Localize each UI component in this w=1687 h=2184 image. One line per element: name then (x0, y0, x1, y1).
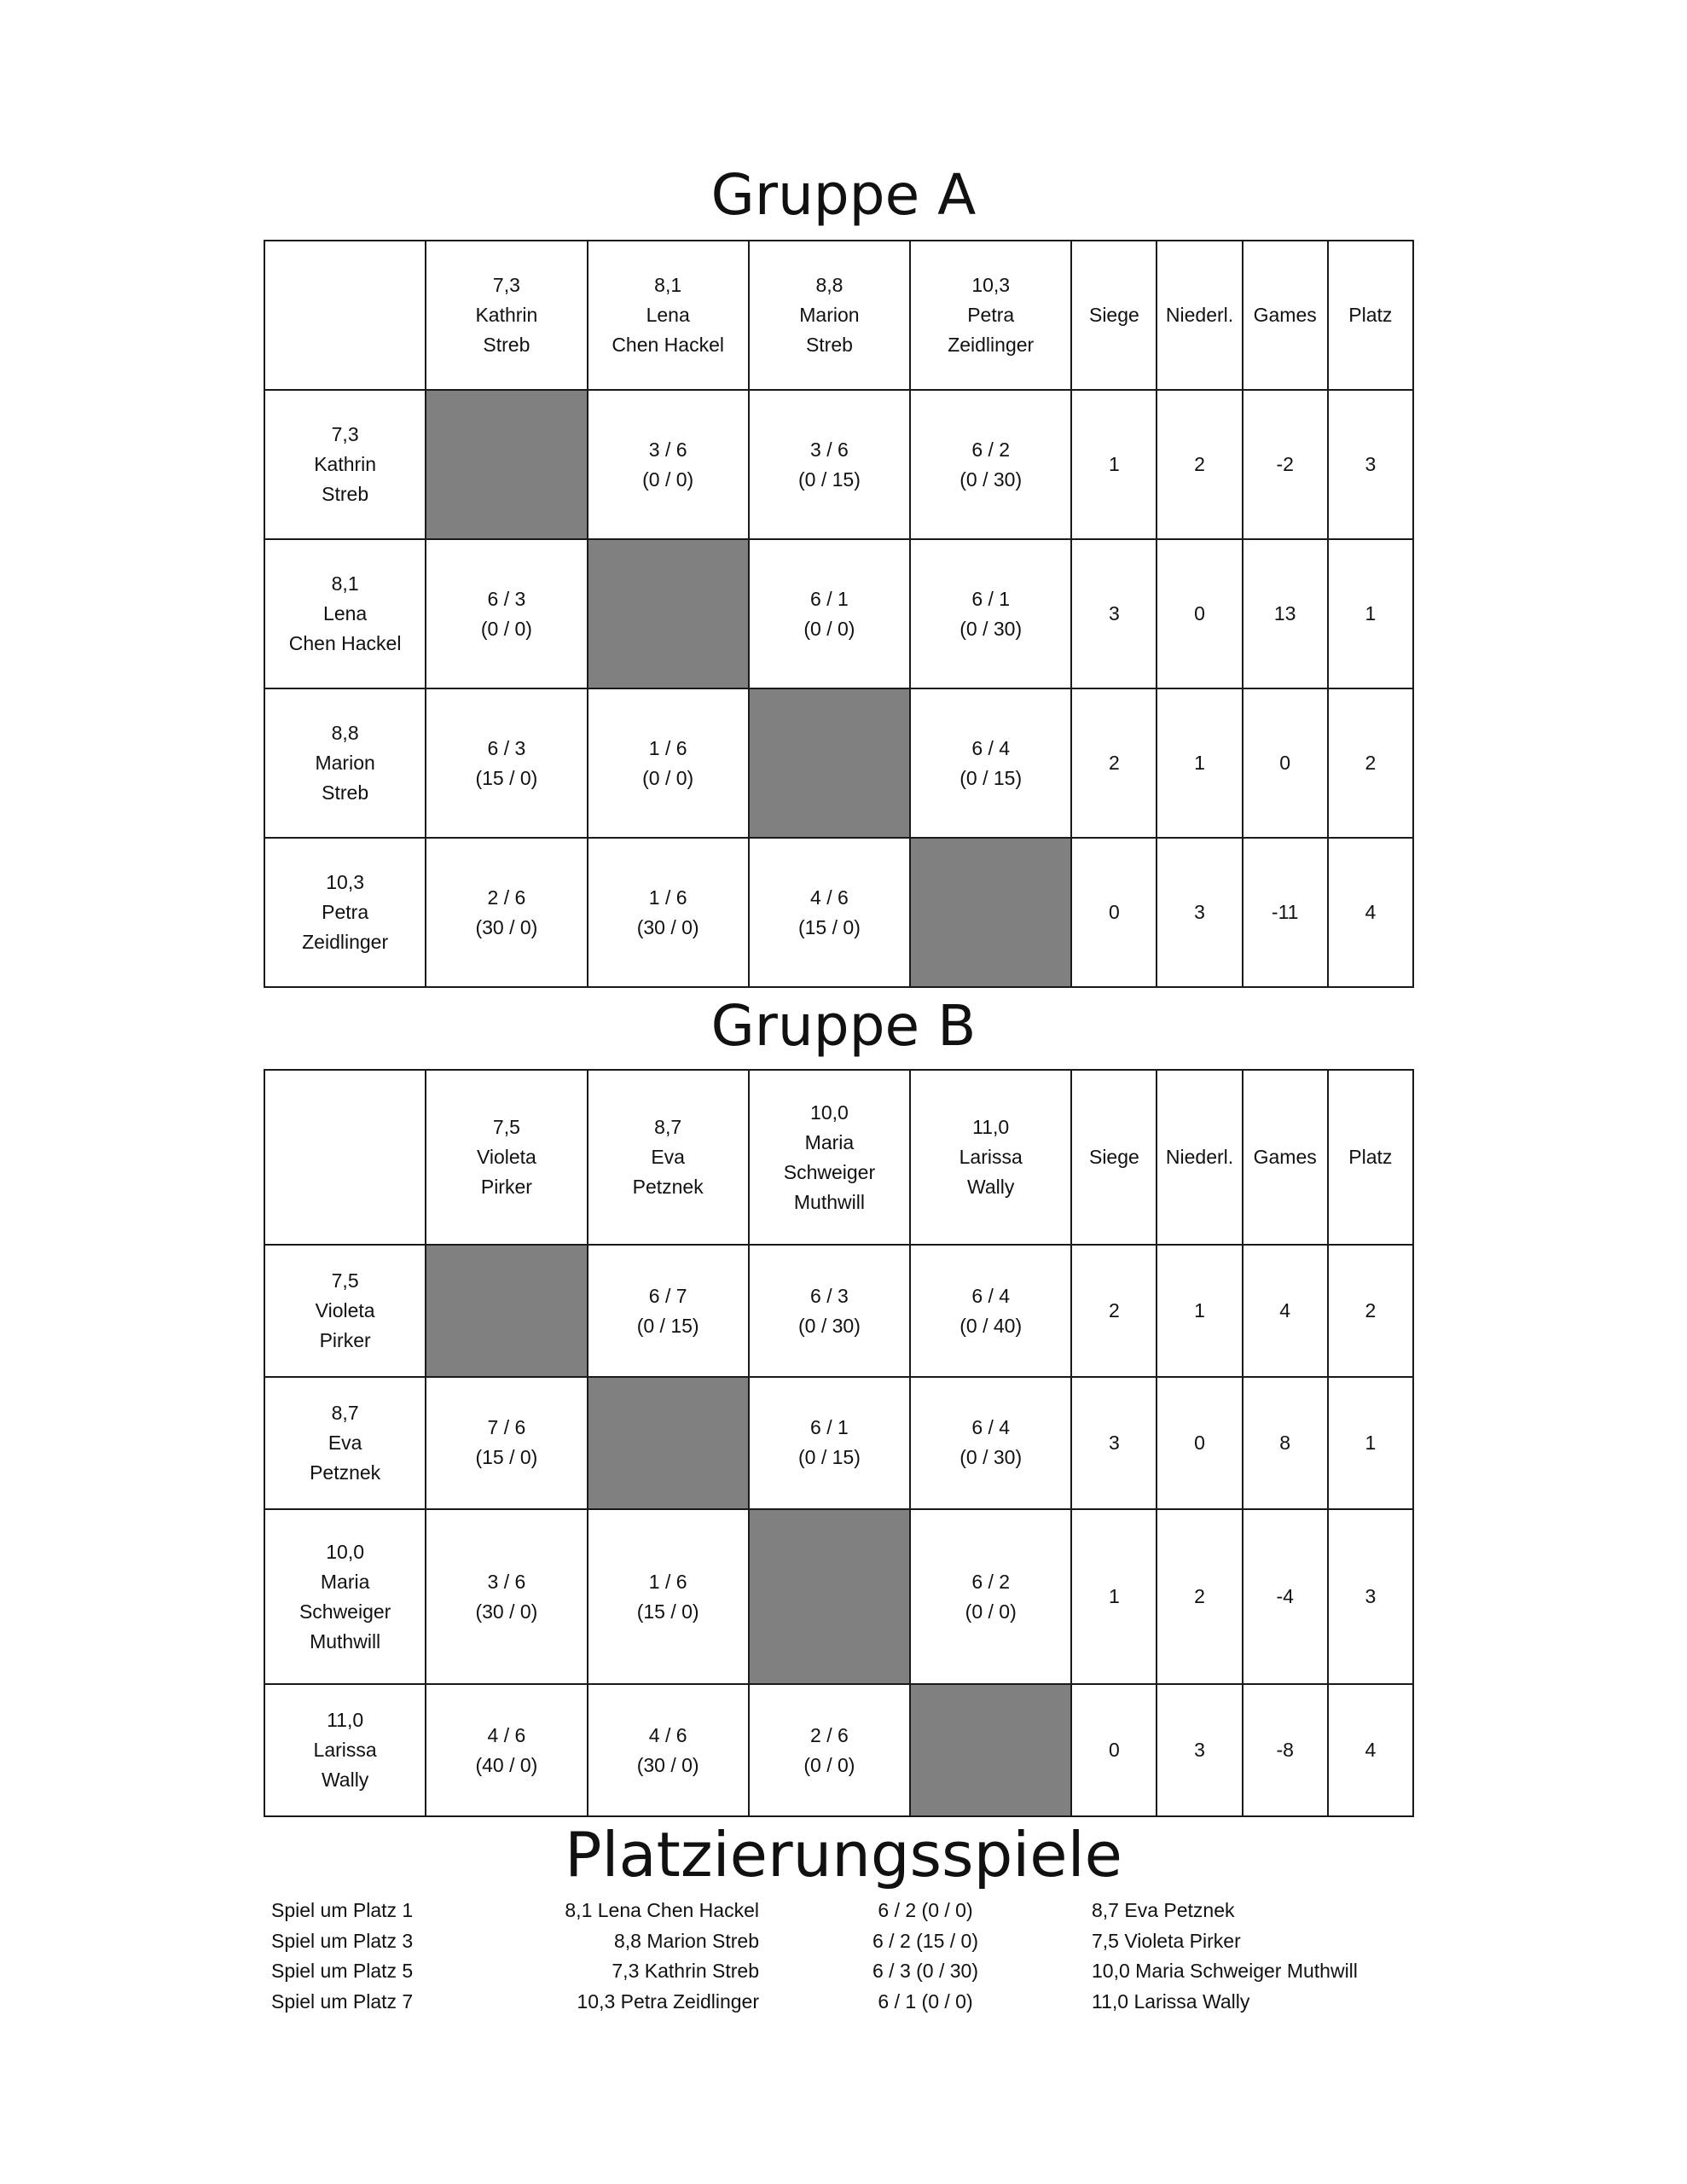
match-result-cell (588, 688, 749, 838)
stat-cell: 4 (1243, 1245, 1328, 1377)
stat-cell: 3 (1071, 1377, 1157, 1509)
self-match-cell (910, 838, 1071, 987)
column-player-header (910, 241, 1071, 390)
match-tiebreak-score: (0 / 15) (959, 766, 1023, 789)
stat-cell: 2 (1328, 688, 1413, 838)
player-name: 8,1 Lena Chen Hackel (612, 274, 724, 356)
column-player-header (588, 241, 749, 390)
match-result-cell (910, 539, 1071, 688)
row-player-header (264, 1377, 426, 1509)
placement-score: 6 / 2 (0 / 0) (878, 1899, 973, 1921)
match-result-cell (749, 1245, 910, 1377)
placement-player1: 10,3 Petra Zeidlinger (577, 1989, 759, 2013)
row-player-header (264, 688, 426, 838)
placement-row (271, 1987, 1448, 2018)
stat-cell: 0 (1071, 838, 1157, 987)
match-score: 6 / 3 (487, 736, 526, 759)
stat-cell: 2 (1157, 390, 1242, 539)
stat-cell: 4 (1328, 838, 1413, 987)
match-tiebreak-score: (30 / 0) (475, 915, 538, 938)
self-match-cell (588, 1377, 749, 1509)
player-name: 8,8 Marion Streb (315, 722, 375, 804)
match-score: 6 / 4 (971, 1416, 1011, 1439)
match-score: 2 / 6 (810, 1723, 849, 1746)
match-tiebreak-score: (0 / 0) (642, 468, 694, 491)
corner-cell (264, 241, 426, 390)
stat-header: Siege (1071, 1070, 1157, 1245)
match-score: 6 / 1 (810, 1416, 849, 1439)
match-result-cell (588, 838, 749, 987)
stat-cell: 2 (1157, 1509, 1242, 1684)
row-player-header (264, 539, 426, 688)
match-result-cell (426, 1684, 587, 1816)
row-player-header (264, 390, 426, 539)
placement-player1: 8,1 Lena Chen Hackel (565, 1899, 759, 1921)
group-a-table (264, 240, 1414, 988)
stat-cell: 0 (1157, 539, 1242, 688)
match-tiebreak-score: (0 / 0) (803, 617, 855, 640)
match-score: 3 / 6 (487, 1570, 526, 1593)
stat-cell: 3 (1071, 539, 1157, 688)
stat-cell: 2 (1071, 1245, 1157, 1377)
self-match-cell (588, 539, 749, 688)
match-score: 4 / 6 (487, 1723, 526, 1746)
header-row (264, 241, 1413, 390)
column-player-header (426, 1070, 587, 1245)
match-tiebreak-score: (0 / 30) (959, 468, 1023, 491)
stat-cell: 8 (1243, 1377, 1328, 1509)
match-score: 4 / 6 (810, 886, 849, 909)
corner-cell (264, 1070, 426, 1245)
match-result-cell (588, 1245, 749, 1377)
match-score: 7 / 6 (487, 1416, 526, 1439)
match-result-cell (910, 390, 1071, 539)
match-result-cell (426, 539, 587, 688)
match-score: 6 / 2 (971, 1570, 1011, 1593)
player-name: 10,0 Maria Schweiger Muthwill (783, 1101, 876, 1213)
stat-cell: 4 (1328, 1684, 1413, 1816)
stat-header: Platz (1328, 241, 1413, 390)
match-tiebreak-score: (0 / 0) (480, 617, 532, 640)
placement-player2: 10,0 Maria Schweiger Muthwill (1092, 1960, 1358, 1982)
group-a-title: Gruppe A (710, 162, 977, 228)
match-score: 6 / 1 (971, 587, 1011, 610)
match-score: 6 / 7 (648, 1284, 687, 1307)
player-row (264, 1684, 1413, 1816)
match-tiebreak-score: (15 / 0) (475, 1446, 538, 1469)
match-tiebreak-score: (0 / 0) (965, 1600, 1017, 1623)
stat-cell: 1 (1157, 1245, 1242, 1377)
row-player-header (264, 1684, 426, 1816)
player-name: 11,0 Larissa Wally (313, 1709, 377, 1792)
match-score: 6 / 4 (971, 1284, 1011, 1307)
placement-score: 6 / 2 (15 / 0) (872, 1929, 978, 1952)
stat-header: Siege (1071, 241, 1157, 390)
placement-score: 6 / 3 (0 / 30) (872, 1960, 978, 1982)
match-result-cell (749, 539, 910, 688)
group-b-table (264, 1069, 1414, 1817)
match-result-cell (426, 688, 587, 838)
stat-header: Platz (1328, 1070, 1413, 1245)
match-result-cell (749, 1377, 910, 1509)
match-result-cell (910, 1509, 1071, 1684)
placement-label: Spiel um Platz 5 (271, 1960, 414, 1982)
placement-label: Spiel um Platz 1 (271, 1899, 414, 1921)
self-match-cell (426, 1245, 587, 1377)
placement-player1: 8,8 Marion Streb (613, 1929, 759, 1952)
row-player-header (264, 1509, 426, 1684)
stat-header: Games (1243, 1070, 1328, 1245)
match-tiebreak-score: (30 / 0) (636, 1753, 699, 1776)
match-result-cell (426, 838, 587, 987)
match-tiebreak-score: (0 / 15) (797, 468, 861, 491)
player-name: 8,7 Eva Petznek (632, 1116, 704, 1199)
player-name: 7,5 Violeta Pirker (315, 1269, 375, 1352)
stat-cell: 1 (1328, 1377, 1413, 1509)
placement-games-table (271, 1896, 1448, 2017)
stat-cell: 0 (1243, 688, 1328, 838)
column-player-header (749, 241, 910, 390)
stat-cell: 3 (1157, 1684, 1242, 1816)
match-result-cell (749, 838, 910, 987)
stat-cell: 1 (1328, 539, 1413, 688)
match-score: 6 / 4 (971, 736, 1011, 759)
stat-cell: 13 (1243, 539, 1328, 688)
player-row (264, 390, 1413, 539)
stat-cell: -8 (1243, 1684, 1328, 1816)
player-name: 10,0 Maria Schweiger Muthwill (299, 1540, 391, 1653)
stat-cell: 1 (1071, 1509, 1157, 1684)
stat-cell: 1 (1071, 390, 1157, 539)
player-name: 7,3 Kathrin Streb (314, 423, 377, 505)
match-score: 4 / 6 (648, 1723, 687, 1746)
column-player-header (588, 1070, 749, 1245)
stat-cell: 0 (1157, 1377, 1242, 1509)
stat-cell: -11 (1243, 838, 1328, 987)
placement-player2: 7,5 Violeta Pirker (1092, 1929, 1241, 1952)
header-row (264, 1070, 1413, 1245)
match-score: 3 / 6 (648, 438, 687, 461)
player-name: 8,8 Marion Streb (799, 274, 860, 356)
player-name: 8,1 Lena Chen Hackel (288, 572, 402, 654)
match-tiebreak-score: (15 / 0) (475, 766, 538, 789)
match-tiebreak-score: (0 / 40) (959, 1314, 1023, 1337)
match-score: 1 / 6 (648, 736, 687, 759)
column-player-header (749, 1070, 910, 1245)
match-result-cell (588, 390, 749, 539)
match-tiebreak-score: (0 / 30) (959, 617, 1023, 640)
stat-cell: 1 (1157, 688, 1242, 838)
player-name: 7,5 Violeta Pirker (476, 1116, 536, 1199)
column-player-header (910, 1070, 1071, 1245)
column-player-header (426, 241, 587, 390)
match-tiebreak-score: (40 / 0) (475, 1753, 538, 1776)
match-tiebreak-score: (0 / 30) (797, 1314, 861, 1337)
match-result-cell (588, 1509, 749, 1684)
stat-header: Games (1243, 241, 1328, 390)
stat-cell: 3 (1328, 1509, 1413, 1684)
match-tiebreak-score: (0 / 30) (959, 1446, 1023, 1469)
self-match-cell (426, 390, 587, 539)
placement-label: Spiel um Platz 3 (271, 1929, 414, 1952)
stat-header: Niederl. (1157, 1070, 1242, 1245)
match-tiebreak-score: (15 / 0) (797, 915, 861, 938)
match-score: 6 / 1 (810, 587, 849, 610)
match-result-cell (588, 1684, 749, 1816)
match-result-cell (749, 390, 910, 539)
placement-title: Platzierungsspiele (565, 1819, 1122, 1891)
player-name: 8,7 Eva Petznek (310, 1401, 381, 1484)
match-score: 1 / 6 (648, 886, 687, 909)
match-tiebreak-score: (15 / 0) (636, 1600, 699, 1623)
self-match-cell (749, 1509, 910, 1684)
stat-cell: -4 (1243, 1509, 1328, 1684)
row-player-header (264, 838, 426, 987)
match-result-cell (910, 688, 1071, 838)
placement-row (271, 1956, 1448, 1987)
match-tiebreak-score: (30 / 0) (475, 1600, 538, 1623)
group-b-title: Gruppe B (710, 993, 977, 1059)
match-tiebreak-score: (30 / 0) (636, 915, 699, 938)
match-result-cell (910, 1245, 1071, 1377)
match-result-cell (910, 1377, 1071, 1509)
stat-cell: 2 (1328, 1245, 1413, 1377)
stat-cell: 2 (1071, 688, 1157, 838)
placement-label: Spiel um Platz 7 (271, 1989, 414, 2013)
match-tiebreak-score: (0 / 15) (797, 1446, 861, 1469)
match-score: 3 / 6 (810, 438, 849, 461)
player-row (264, 838, 1413, 987)
player-row (264, 1509, 1413, 1684)
stat-cell: 0 (1071, 1684, 1157, 1816)
player-row (264, 1377, 1413, 1509)
player-row (264, 539, 1413, 688)
self-match-cell (910, 1684, 1071, 1816)
player-name: 7,3 Kathrin Streb (475, 274, 538, 356)
stat-header: Niederl. (1157, 241, 1242, 390)
player-name: 10,3 Petra Zeidlinger (948, 274, 1035, 356)
placement-player2: 11,0 Larissa Wally (1092, 1989, 1250, 2013)
match-result-cell (426, 1509, 587, 1684)
match-result-cell (749, 1684, 910, 1816)
match-score: 6 / 3 (487, 587, 526, 610)
match-tiebreak-score: (0 / 0) (642, 766, 694, 789)
placement-player2: 8,7 Eva Petznek (1092, 1899, 1235, 1921)
row-player-header (264, 1245, 426, 1377)
stat-cell: 3 (1157, 838, 1242, 987)
player-name: 11,0 Larissa Wally (959, 1116, 1023, 1199)
placement-row (271, 1926, 1448, 1957)
self-match-cell (749, 688, 910, 838)
match-result-cell (426, 1377, 587, 1509)
placement-row (271, 1896, 1448, 1926)
placement-player1: 7,3 Kathrin Streb (612, 1960, 759, 1982)
placement-score: 6 / 1 (0 / 0) (878, 1989, 973, 2013)
match-score: 6 / 3 (810, 1284, 849, 1307)
match-tiebreak-score: (0 / 0) (803, 1753, 855, 1776)
match-score: 6 / 2 (971, 438, 1011, 461)
player-name: 10,3 Petra Zeidlinger (302, 871, 389, 953)
match-tiebreak-score: (0 / 15) (636, 1314, 699, 1337)
stat-cell: 3 (1328, 390, 1413, 539)
stat-cell: -2 (1243, 390, 1328, 539)
match-score: 1 / 6 (648, 1570, 687, 1593)
match-score: 2 / 6 (487, 886, 526, 909)
player-row (264, 688, 1413, 838)
player-row (264, 1245, 1413, 1377)
